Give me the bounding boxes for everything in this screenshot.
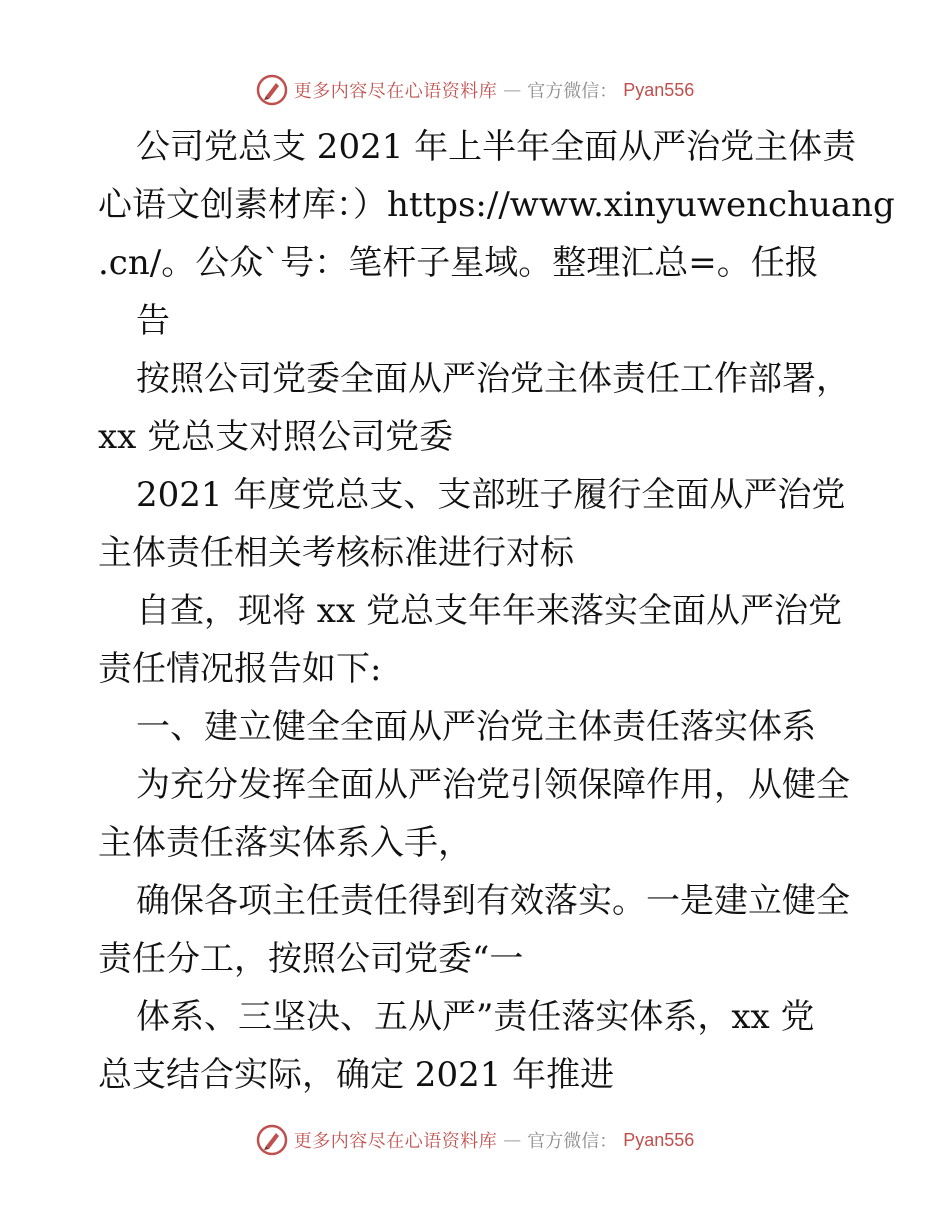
text-line: 自查，现将 xx 党总支年年来落实全面从严治党 [136, 591, 842, 631]
header-site-text: 更多内容尽在心语资料库 [293, 81, 498, 102]
text-line: 心语文创素材库：）https://www.xinyuwenchuang [98, 185, 895, 225]
text-line: 按照公司党委全面从严治党主体责任工作部署， [136, 359, 850, 399]
footer-wechat-id: Pyan556 [623, 1129, 695, 1150]
text-line: .cn/。公众`号：笔杆子星域。整理汇总=。任报 [98, 243, 819, 283]
text-line: 2021 年度党总支、支部班子履行全面从严治党 [136, 475, 846, 515]
text-line: 告 [136, 301, 170, 341]
section-heading: 一、建立健全全面从严治党主体责任落实体系 [136, 707, 816, 747]
header-banner [0, 72, 950, 108]
text-line: 责任分工，按照公司党委“一 [98, 939, 524, 979]
footer-separator: — [503, 1129, 522, 1151]
text-line: 主体责任落实体系入手， [98, 823, 472, 863]
text-line: 体系、三坚决、五从严”责任落实体系，xx 党 [136, 997, 815, 1037]
footer-banner [0, 1122, 950, 1158]
header-wechat-label: 官方微信： [527, 81, 618, 102]
footer-site-text: 更多内容尽在心语资料库 [293, 1131, 498, 1152]
header-separator: — [503, 79, 522, 101]
text-line: 确保各项主任责任得到有效落实。一是建立健全 [136, 881, 850, 921]
text-line: 主体责任相关考核标准进行对标 [98, 533, 574, 573]
text-line: 为充分发挥全面从严治党引领保障作用，从健全 [136, 765, 850, 805]
pen-logo-icon [256, 74, 288, 106]
footer-wechat-label: 官方微信： [527, 1131, 618, 1152]
header-wechat-id: Pyan556 [623, 79, 695, 100]
pen-logo-icon [256, 1124, 288, 1156]
text-line: 公司党总支 2021 年上半年全面从严治党主体责 [136, 127, 857, 167]
text-line: 责任情况报告如下: [98, 649, 382, 689]
document-body [98, 118, 895, 1104]
text-line: xx 党总支对照公司党委 [98, 417, 454, 457]
text-line: 总支结合实际，确定 2021 年推进 [98, 1055, 615, 1095]
